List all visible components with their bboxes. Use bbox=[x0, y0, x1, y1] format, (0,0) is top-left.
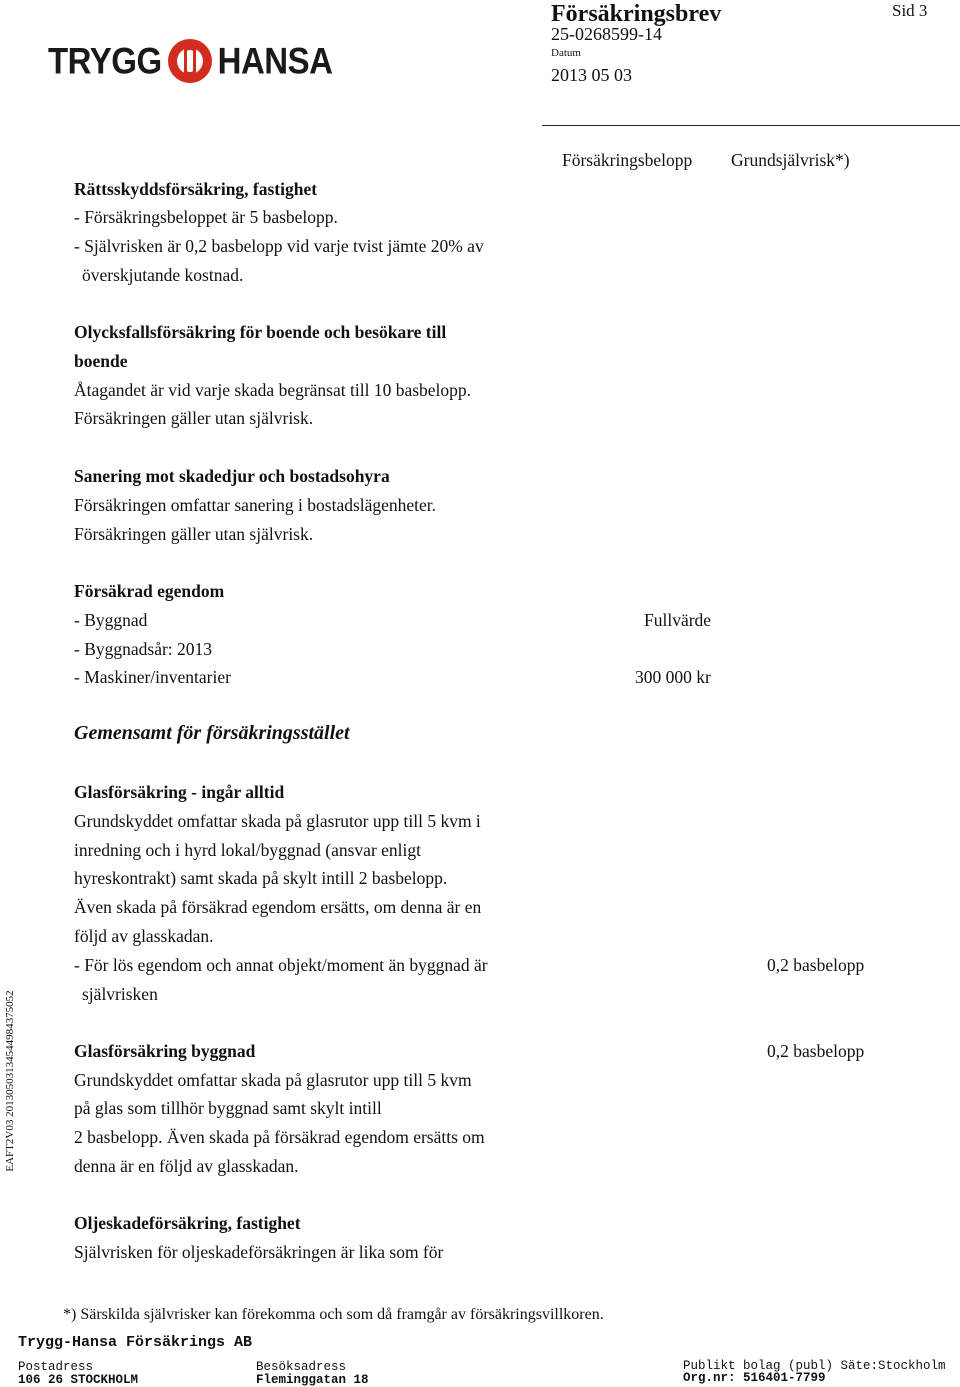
glass-building-line: 2 basbelopp. Även skada på försäkrad egendom ersätts om bbox=[74, 1127, 485, 1147]
column-header-deductible: Grundsjälvrisk*) bbox=[731, 150, 850, 170]
footer-visit-value: Fleminggatan 18 bbox=[256, 1373, 369, 1387]
column-header-amount: Försäkringsbelopp bbox=[562, 150, 693, 170]
glass-line: - För lös egendom och annat objekt/moment än byggnad är bbox=[74, 955, 488, 975]
section-title-accident: Olycksfallsförsäkring för boende och besökare till bbox=[74, 322, 447, 342]
glass-building-line: på glas som tillhör byggnad samt skylt intill bbox=[74, 1098, 382, 1118]
footer-org-nr: Org.nr: 516401-7799 bbox=[683, 1371, 826, 1385]
section-title-legal: Rättsskyddsförsäkring, fastighet bbox=[74, 179, 318, 199]
glass-line: följd av glasskadan. bbox=[74, 926, 214, 946]
policy-number: 25-0268599-14 bbox=[551, 24, 662, 44]
logo-text-left: TRYGG bbox=[48, 39, 162, 81]
company-logo bbox=[48, 18, 333, 103]
footer-visit-label: Besöksadress bbox=[256, 1360, 347, 1374]
page-number: Sid 3 bbox=[892, 1, 928, 20]
pest-line: Försäkringen gäller utan självrisk. bbox=[74, 524, 314, 544]
accident-line: Försäkringen gäller utan självrisk. bbox=[74, 408, 314, 428]
footnote: *) Särskilda självrisker kan förekomma och som då framgår av försäkringsvillkoren. bbox=[63, 1306, 604, 1323]
glass-line: Även skada på försäkrad egendom ersätts, om denna är en bbox=[74, 897, 482, 917]
section-title-glass-building: Glasförsäkring byggnad bbox=[74, 1041, 256, 1061]
property-row-value: 300 000 kr bbox=[635, 667, 711, 687]
section-title-pest: Sanering mot skadedjur och bostadsohyra bbox=[74, 466, 390, 486]
section-title-accident-cont: boende bbox=[74, 351, 128, 371]
trygg-hansa-emblem-icon bbox=[166, 37, 214, 85]
section-title-glass: Glasförsäkring - ingår alltid bbox=[74, 782, 285, 802]
footer-postal-label: Postadress bbox=[18, 1360, 94, 1374]
glass-deductible: 0,2 basbelopp bbox=[767, 955, 865, 975]
legal-line: - Självrisken är 0,2 basbelopp vid varje tvist jämte 20% av bbox=[74, 236, 484, 256]
section-title-common: Gemensamt för försäkringsstället bbox=[74, 722, 350, 744]
property-row-label: - Byggnad bbox=[74, 610, 148, 630]
glass-building-deductible: 0,2 basbelopp bbox=[767, 1041, 865, 1061]
document-side-code: EAFT2V03 20130503134544984375052 bbox=[4, 990, 16, 1172]
glass-line: självrisken bbox=[82, 984, 158, 1004]
footer-registered: Publikt bolag (publ) Säte:Stockholm bbox=[683, 1359, 946, 1373]
glass-line: hyreskontrakt) samt skada på skylt intill 2 basbelopp. bbox=[74, 868, 448, 888]
property-row-label: - Byggnadsår: 2013 bbox=[74, 639, 213, 659]
legal-line: - Försäkringsbeloppet är 5 basbelopp. bbox=[74, 207, 338, 227]
glass-building-line: denna är en följd av glasskadan. bbox=[74, 1156, 299, 1176]
date-label: Datum bbox=[551, 47, 581, 59]
oil-line: Självrisken för oljeskadeförsäkringen är lika som för bbox=[74, 1242, 444, 1262]
logo-text-right: HANSA bbox=[217, 39, 333, 81]
document-title: Försäkringsbrev bbox=[551, 1, 722, 27]
footer-company: Trygg-Hansa Försäkrings AB bbox=[18, 1334, 253, 1351]
pest-line: Försäkringen omfattar sanering i bostadslägenheter. bbox=[74, 495, 437, 515]
glass-building-line: Grundskyddet omfattar skada på glasrutor upp till 5 kvm bbox=[74, 1070, 472, 1090]
accident-line: Åtagandet är vid varje skada begränsat till 10 basbelopp. bbox=[74, 380, 472, 400]
footer-postal-value: 106 26 STOCKHOLM bbox=[18, 1373, 139, 1387]
property-row-label: - Maskiner/inventarier bbox=[74, 667, 231, 687]
legal-line: överskjutande kostnad. bbox=[82, 265, 244, 285]
glass-line: Grundskyddet omfattar skada på glasrutor upp till 5 kvm i bbox=[74, 811, 481, 831]
glass-line: inredning och i hyrd lokal/byggnad (ansvar enligt bbox=[74, 840, 422, 860]
document-date: 2013 05 03 bbox=[551, 65, 632, 85]
section-title-property: Försäkrad egendom bbox=[74, 581, 225, 601]
section-title-oil: Oljeskadeförsäkring, fastighet bbox=[74, 1213, 301, 1233]
header-divider bbox=[542, 125, 960, 126]
property-row-value: Fullvärde bbox=[644, 610, 712, 630]
